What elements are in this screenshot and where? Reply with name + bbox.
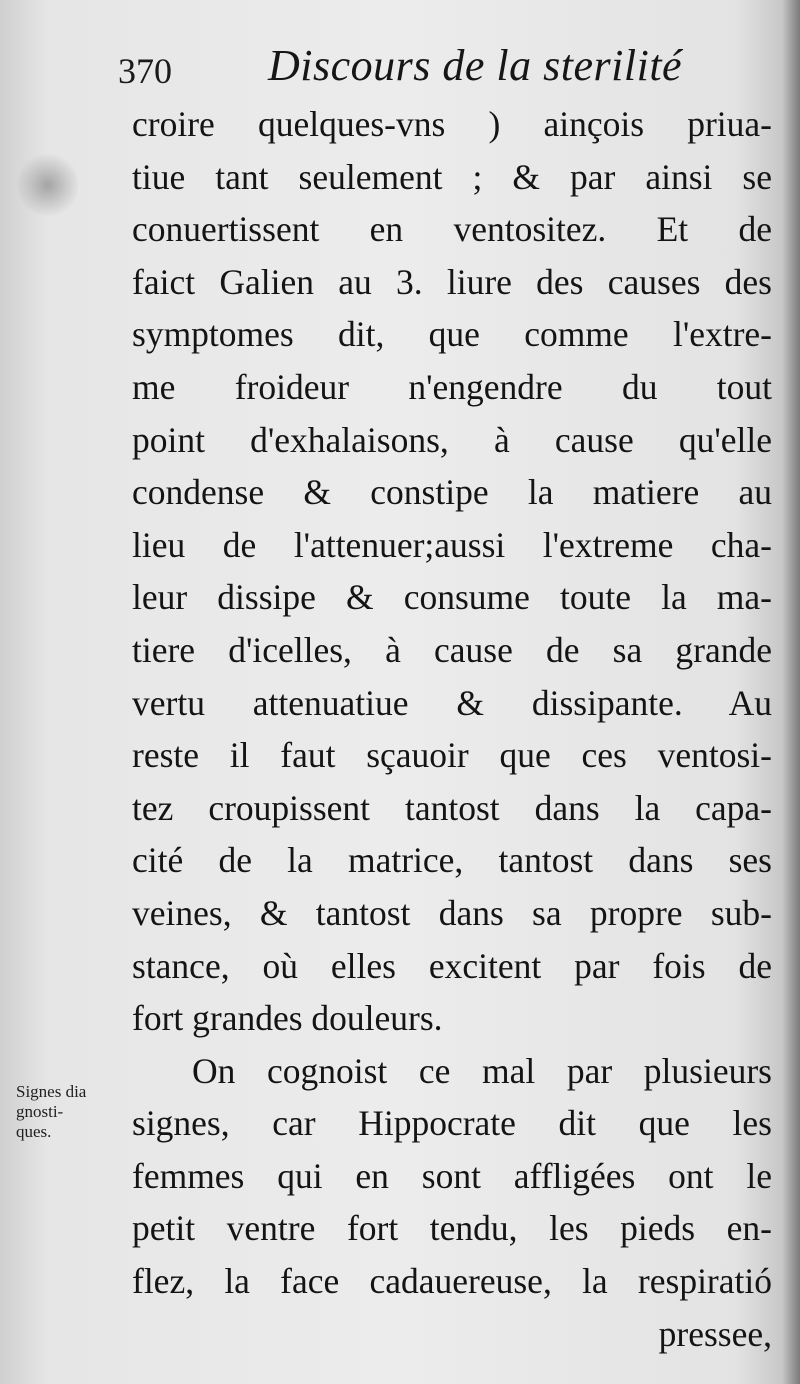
page-header: [118, 40, 778, 100]
ink-stain: [18, 150, 78, 220]
text-line: conuertissent en ventositez. Et de: [132, 209, 772, 250]
text-line: On cognoist ce mal par plusieurs: [192, 1050, 772, 1091]
text-line: leur dissipe & consume toute la ma-: [132, 577, 772, 618]
text-line: fort grandes douleurs.: [132, 998, 443, 1039]
body-text: [132, 98, 772, 1360]
text-line: flez, la face cadauereuse, la respiratió: [132, 1261, 772, 1302]
margin-note: [16, 1082, 136, 1142]
margin-note-line: Signes dia: [16, 1082, 87, 1101]
text-line: stance, où elles excitent par fois de: [132, 945, 772, 986]
margin-note-line: ques.: [16, 1122, 52, 1141]
margin-note-line: gnosti-: [16, 1102, 64, 1121]
text-line: condense & constipe la matiere au: [132, 472, 772, 513]
text-line: lieu de l'attenuer;aussi l'extreme cha-: [132, 524, 772, 565]
text-line: cité de la matrice, tantost dans ses: [132, 840, 772, 881]
text-line: me froideur n'engendre du tout: [132, 366, 772, 407]
text-line: pressee,: [658, 1313, 772, 1354]
text-line: femmes qui en sont affligées ont le: [132, 1155, 772, 1196]
text-line: point d'exhalaisons, à cause qu'elle: [132, 419, 772, 460]
text-line: signes, car Hippocrate dit que les: [132, 1103, 772, 1144]
text-line: faict Galien au 3. liure des causes des: [132, 261, 772, 302]
running-title: Discours de la sterilité: [268, 41, 683, 90]
text-line: vertu attenuatiue & dissipante. Au: [132, 682, 772, 723]
text-line: petit ventre fort tendu, les pieds en-: [132, 1208, 772, 1249]
text-line: reste il faut sçauoir que ces ventosi-: [132, 735, 772, 776]
text-line: tez croupissent tantost dans la capa-: [132, 787, 772, 828]
page-edge-shadow: [782, 0, 800, 1384]
text-line: tiue tant seulement ; & par ainsi se: [132, 156, 772, 197]
page-number: 370: [118, 51, 172, 91]
text-line: veines, & tantost dans sa propre sub-: [132, 892, 772, 933]
text-line: tiere d'icelles, à cause de sa grande: [132, 629, 772, 670]
text-line: croire quelques-vns ) ainçois priua-: [132, 104, 772, 144]
text-line: symptomes dit, que comme l'extre-: [132, 314, 772, 355]
